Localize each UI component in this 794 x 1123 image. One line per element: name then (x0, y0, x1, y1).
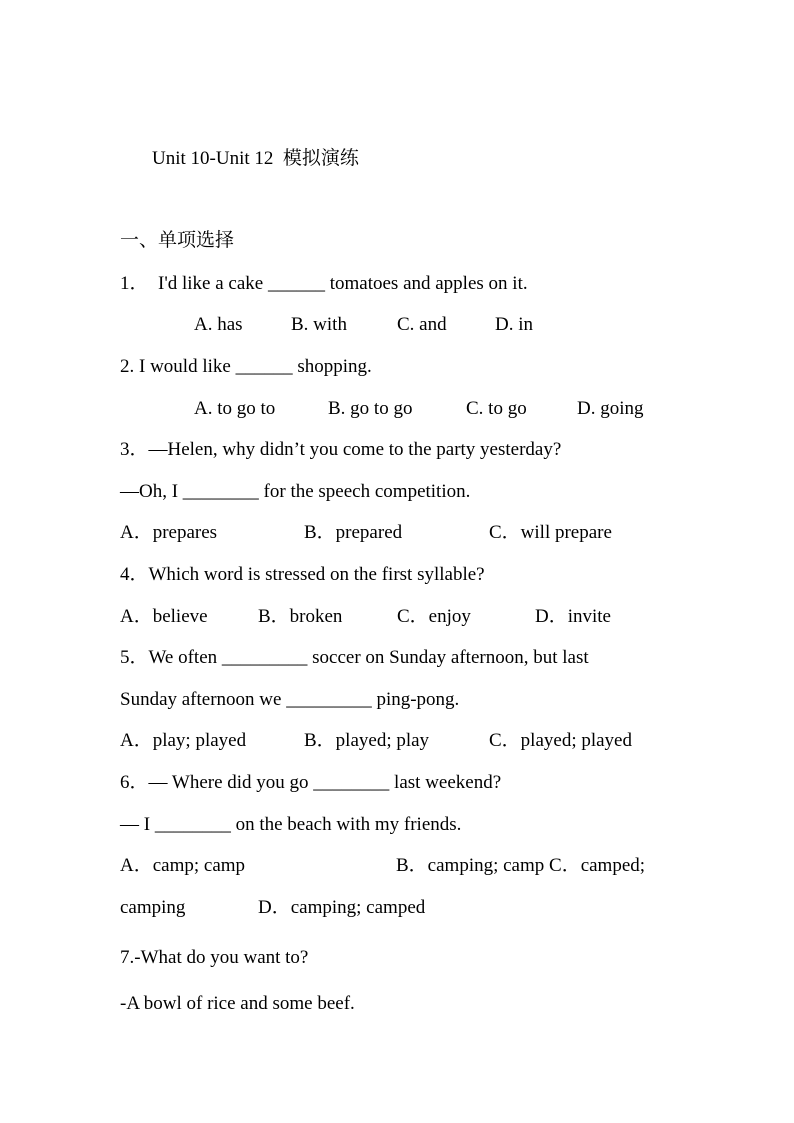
question-1-stem: 1． I'd like a cake ______ tomatoes and apples on it. (120, 273, 528, 294)
question-1-option-b: B. with (291, 314, 347, 335)
question-3-reply: —Oh, I ________ for the speech competition. (120, 481, 471, 502)
question-5-stem-line-2: Sunday afternoon we _________ ping-pong. (120, 689, 460, 710)
question-4-option-c: C．enjoy (397, 606, 471, 627)
question-5-stem-line-1: 5．We often _________ soccer on Sunday afternoon, but last (120, 647, 589, 668)
question-2-stem: 2. I would like ______ shopping. (120, 356, 372, 377)
question-5-option-b: B．played; play (304, 730, 430, 751)
question-5-option-c: C．played; played (489, 730, 632, 751)
question-4-option-b: B．broken (258, 606, 343, 627)
page-title: Unit 10-Unit 12 模拟演练 (152, 148, 359, 169)
question-2-option-b: B. go to go (328, 398, 413, 419)
question-3-option-c: C．will prepare (489, 522, 612, 543)
question-4-option-a: A．believe (120, 606, 208, 627)
question-6-option-a: A．camp; camp (120, 855, 246, 876)
question-2-option-d: D. going (577, 398, 644, 419)
question-3-option-a: A．prepares (120, 522, 218, 543)
question-3-option-b: B．prepared (304, 522, 403, 543)
question-6-option-c-cont: camping (120, 897, 186, 918)
question-2-option-c: C. to go (466, 398, 527, 419)
question-6-option-b-c: B．camping; camp C．camped; (396, 855, 646, 876)
question-4-stem: 4．Which word is stressed on the first syllable? (120, 564, 485, 585)
question-6-stem: 6．— Where did you go ________ last weekend? (120, 772, 502, 793)
question-7-stem: 7.-What do you want to? (120, 947, 309, 968)
question-6-option-d: D．camping; camped (258, 897, 426, 918)
question-2-option-a: A. to go to (194, 398, 276, 419)
question-7-reply: -A bowl of rice and some beef. (120, 993, 355, 1014)
question-3-stem: 3．—Helen, why didn’t you come to the party yesterday? (120, 439, 562, 460)
question-5-option-a: A．play; played (120, 730, 247, 751)
question-4-option-d: D．invite (535, 606, 611, 627)
question-1-option-c: C. and (397, 314, 447, 335)
question-1-option-a: A. has (194, 314, 243, 335)
question-6-reply: — I ________ on the beach with my friends. (120, 814, 462, 835)
question-1-option-d: D. in (495, 314, 533, 335)
section-heading: 一、单项选择 (120, 230, 235, 251)
